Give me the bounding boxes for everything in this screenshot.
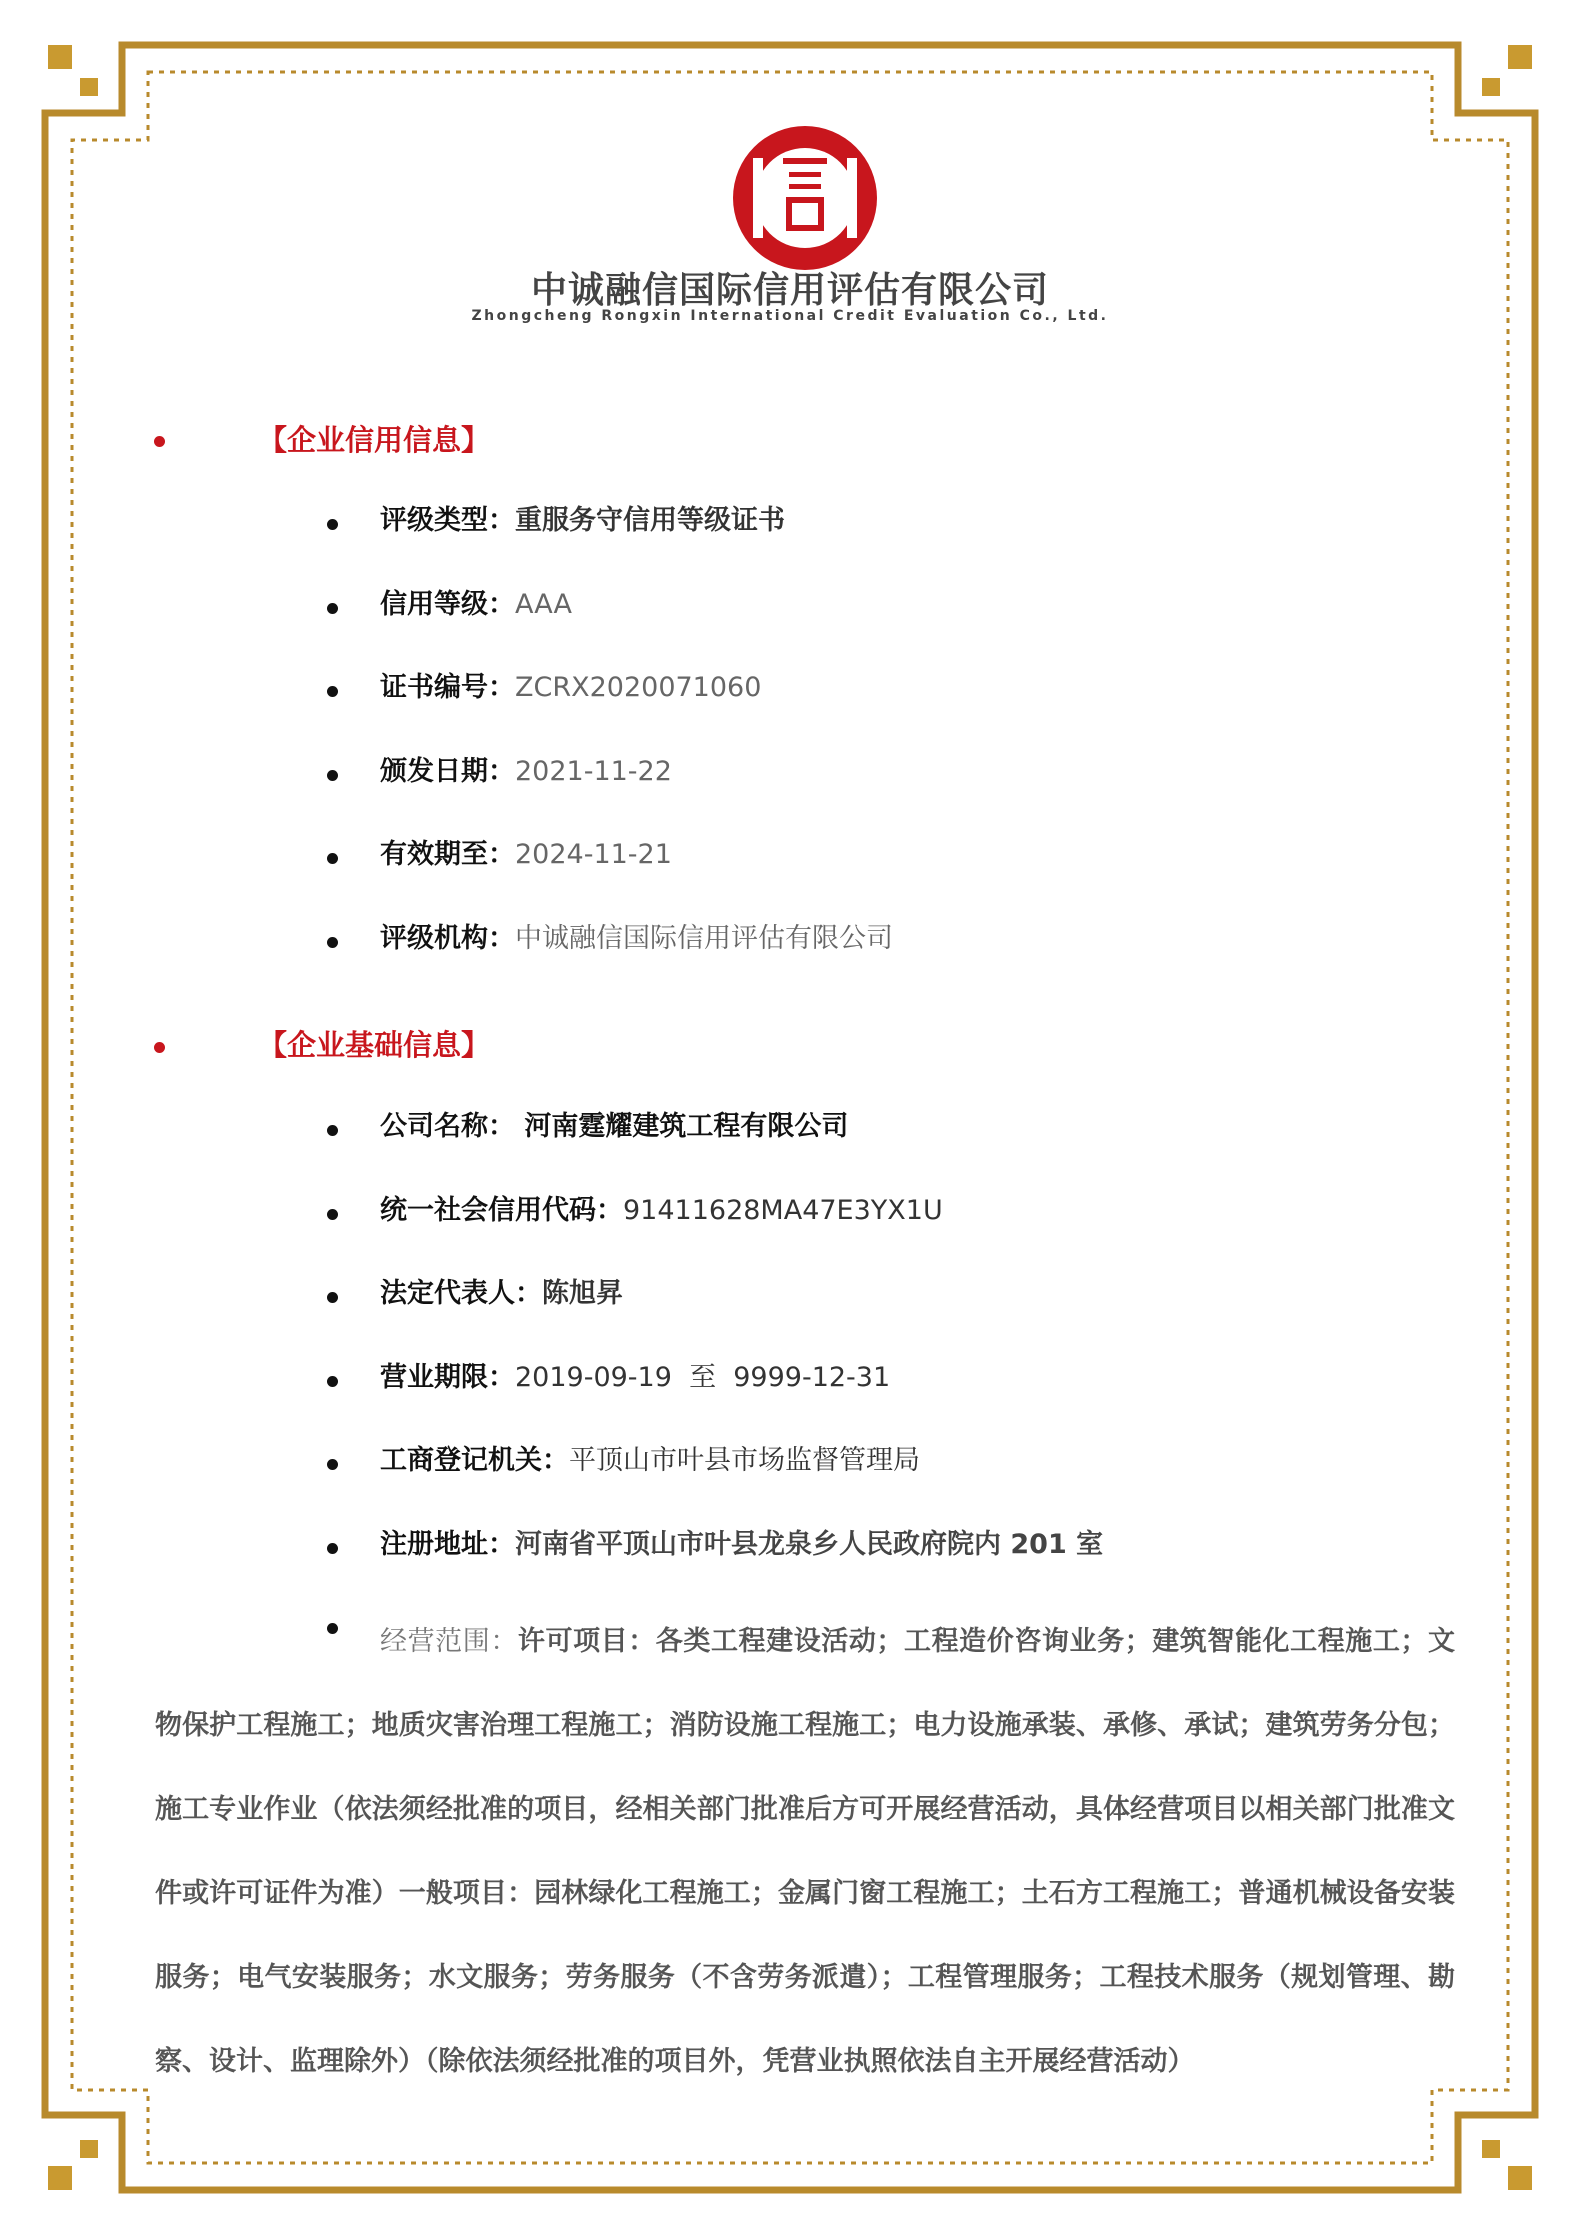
field-label: 颁发日期： (380, 756, 515, 787)
corner-ornament (1508, 45, 1532, 69)
basic-item-company-name (380, 1110, 848, 1144)
field-value: 平顶山市叶县市场监督管理局 (569, 1445, 920, 1476)
section-bullet (154, 436, 165, 447)
field-label: 证书编号： (380, 672, 515, 703)
company-logo (725, 118, 885, 278)
field-value: 河南省平顶山市叶县龙泉乡人民政府院内 201 室 (515, 1529, 1104, 1560)
basic-item-legal-rep (380, 1277, 623, 1311)
field-value: 陈旭昇 (542, 1278, 623, 1309)
credit-item-agency (380, 922, 893, 956)
field-value: AAA (515, 589, 572, 620)
corner-ornament (48, 45, 72, 69)
item-bullet (327, 519, 338, 530)
field-label: 公司名称： (380, 1111, 515, 1142)
field-label: 注册地址： (380, 1529, 515, 1560)
item-bullet (327, 853, 338, 864)
field-value: 河南霆耀建筑工程有限公司 (515, 1111, 849, 1142)
item-bullet (327, 1376, 338, 1387)
field-value: ZCRX2020071060 (515, 672, 762, 703)
basic-item-business-scope (155, 1600, 1455, 2104)
field-label: 有效期至： (380, 839, 515, 870)
field-label: 统一社会信用代码： (380, 1195, 623, 1226)
item-bullet (327, 1125, 338, 1136)
field-label: 经营范围： (380, 1626, 518, 1657)
corner-ornament (1508, 2166, 1532, 2190)
field-value: 91411628MA47E3YX1U (623, 1195, 943, 1226)
field-label: 信用等级： (380, 589, 515, 620)
corner-ornament (1482, 2140, 1500, 2158)
field-value: 2021-11-22 (515, 756, 672, 787)
field-value: 重服务守信用等级证书 (515, 505, 785, 536)
field-label: 评级机构： (380, 923, 515, 954)
basic-item-business-term (380, 1361, 890, 1395)
corner-ornament (1482, 78, 1500, 96)
item-bullet (327, 686, 338, 697)
section-bullet (154, 1042, 165, 1053)
item-bullet (327, 1292, 338, 1303)
credit-item-grade (380, 588, 572, 622)
credit-item-cert-number (380, 671, 761, 705)
field-label: 法定代表人： (380, 1278, 542, 1309)
item-bullet (327, 1459, 338, 1470)
basic-item-credit-code (380, 1194, 943, 1228)
section-title-credit: 【企业信用信息】 (258, 423, 491, 457)
field-value: 许可项目：各类工程建设活动；工程造价咨询业务；建筑智能化工程施工；文物保护工程施工；地质灾害治理工程施工；消防设施工程施工；电力设施承装、承修、承试；建筑劳务分包；施工专业作业（依法须经批准的项目，经相关部门批准后方可开展经营活动，具体经营项目以相关部门批准文件或许可证件为准）一般项目：园林绿化工程施工；金属门窗工程施工；土石方工程施工；普通机械设备安装服务；电气安装服务；水文服务；劳务服务（不含劳务派遣）；工程管理服务；工程技术服务（规划管理、勘察、设计、监理除外）（除依法须经批准的项目外，凭营业执照依法自主开展经营活动） (155, 1626, 1456, 2077)
item-bullet (327, 1209, 338, 1220)
section-title-basic: 【企业基础信息】 (258, 1028, 491, 1062)
credit-item-valid-until (380, 838, 672, 872)
field-label: 工商登记机关： (380, 1445, 569, 1476)
item-bullet (327, 770, 338, 781)
corner-ornament (48, 2166, 72, 2190)
field-value: 2019-09-19 至 9999-12-31 (515, 1362, 891, 1393)
item-bullet (327, 603, 338, 614)
field-label: 评级类型： (380, 505, 515, 536)
item-bullet (327, 1543, 338, 1554)
corner-ornament (80, 78, 98, 96)
basic-item-registration-authority (380, 1444, 920, 1478)
corner-ornament (80, 2140, 98, 2158)
basic-item-address (380, 1528, 1103, 1562)
field-value: 中诚融信国际信用评估有限公司 (515, 923, 893, 954)
company-name-cn: 中诚融信国际信用评估有限公司 (530, 270, 1049, 311)
field-value: 2024-11-21 (515, 839, 672, 870)
credit-item-rating-type (380, 504, 785, 538)
company-name-en: Zhongcheng Rongxin International Credit Evaluation Co., Ltd. (471, 308, 1109, 324)
field-label: 营业期限： (380, 1362, 515, 1393)
item-bullet (327, 937, 338, 948)
credit-item-issue-date (380, 755, 672, 789)
